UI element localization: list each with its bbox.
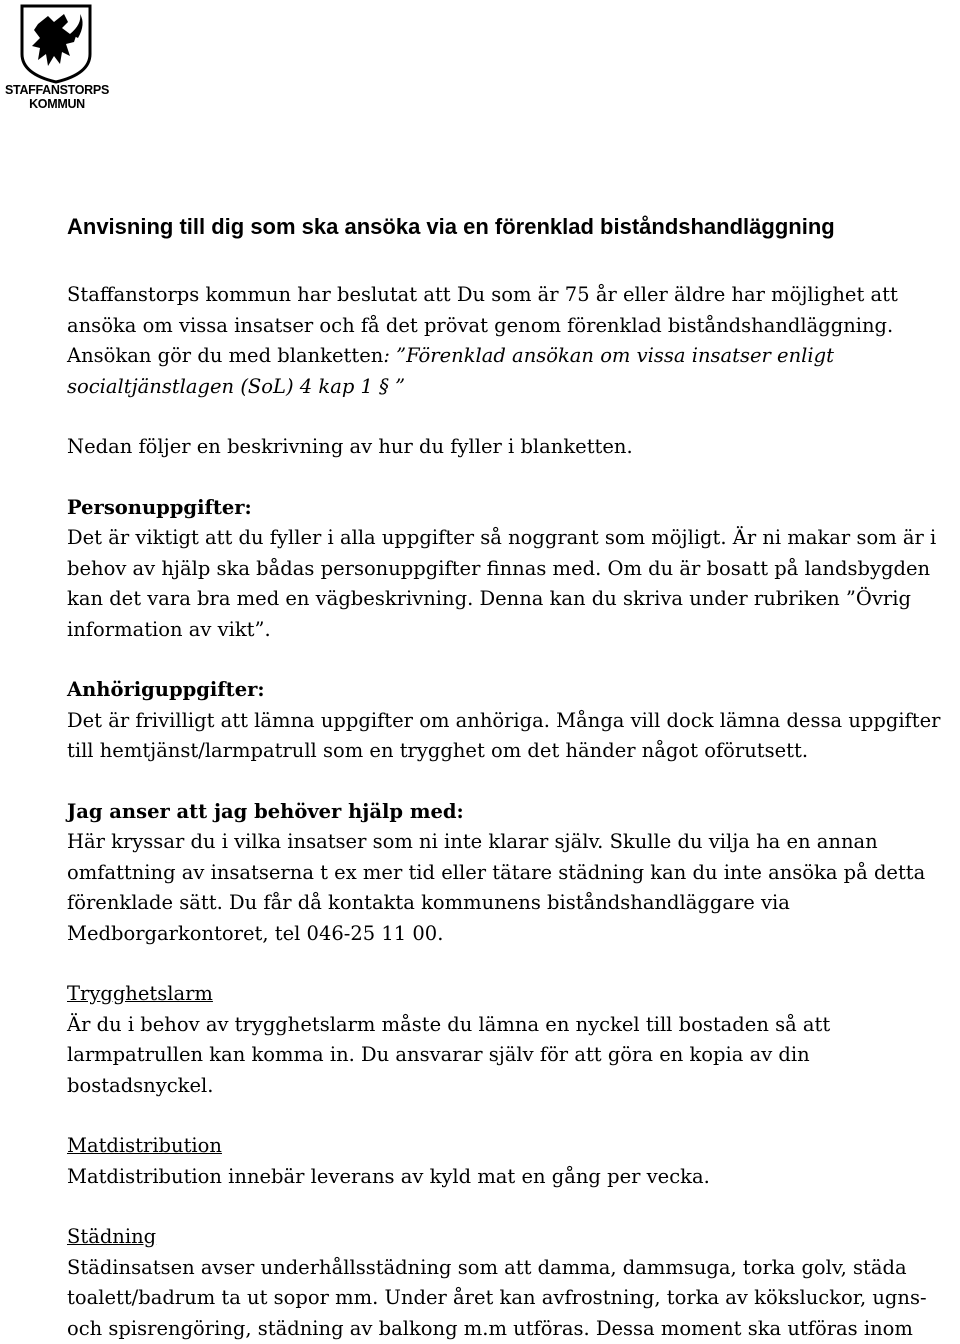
- intro-paragraph: [67, 280, 957, 402]
- logo-line1: STAFFANSTORPS: [0, 83, 114, 97]
- section-heading: Matdistribution: [67, 1131, 957, 1162]
- section-heading: Anhöriguppgifter:: [67, 675, 957, 706]
- intro-colon: :: [383, 344, 396, 367]
- section-relatives: [67, 675, 957, 767]
- section-body: Här kryssar du i vilka insatser som ni inte klarar själv. Skulle du vilja ha en annan omfattning av insatserna t ex mer tid eller tätare städning kan du inte ansöka på detta förenklade sätt. Du får då kontakta kommunens biståndshandläggare via Medborgarkontoret, tel 046-25 11 00.: [67, 827, 957, 949]
- lion-crest-icon: [20, 4, 92, 84]
- logo-line2: KOMMUN: [0, 97, 114, 111]
- intro-text: Staffanstorps kommun har beslutat att Du som är 75 år eller äldre har möjlighet att ansöka om vissa insatser och få det prövat genom förenklad biståndshandläggning. Ansökan gör du med blanketten: [67, 283, 898, 367]
- document-title: Anvisning till dig som ska ansöka via en förenklad biståndshandläggning: [67, 212, 957, 242]
- section-alarm: [67, 979, 957, 1101]
- section-body: Det är frivilligt att lämna uppgifter om anhöriga. Många vill dock lämna dessa uppgifter till hemtjänst/larmpatrull som en trygghet om det händer något oförutsett.: [67, 706, 957, 767]
- section-need-help: [67, 797, 957, 950]
- form-name: ”Förenklad ansökan om vissa insatser enligt socialtjänstlagen (SoL) 4 kap 1 § ”: [67, 344, 834, 398]
- section-heading: Jag anser att jag behöver hjälp med:: [67, 797, 957, 828]
- municipality-logo: [0, 0, 120, 120]
- section-food: [67, 1131, 957, 1192]
- section-personal: [67, 493, 957, 646]
- section-body: Matdistribution innebär leverans av kyld mat en gång per vecka.: [67, 1162, 957, 1193]
- section-heading: Städning: [67, 1222, 957, 1253]
- section-body: Städinsatsen avser underhållsstädning som att damma, dammsuga, torka golv, städa toalett/badrum ta ut sopor mm. Under året kan avfrostning, torka av köksluckor, ugns- och spisrengöring, städning av balkong m.m utföras. Dessa moment ska utföras inom: [67, 1253, 957, 1344]
- document-body: [67, 212, 957, 1344]
- section-cleaning: [67, 1222, 957, 1344]
- section-body: Är du i behov av trygghetslarm måste du lämna en nyckel till bostaden så att larmpatrullen kan komma in. Du ansvarar själv för att göra en kopia av din bostadsnyckel.: [67, 1010, 957, 1102]
- description-text: Nedan följer en beskrivning av hur du fyller i blanketten.: [67, 432, 957, 463]
- section-heading: Personuppgifter:: [67, 493, 957, 524]
- section-body: Det är viktigt att du fyller i alla uppgifter så noggrant som möjligt. Är ni makar som är i behov av hjälp ska bådas personuppgifter finnas med. Om du är bosatt på landsbygden kan det vara bra med en vägbeskrivning. Denna kan du skriva under rubriken ”Övrig information av vikt”.: [67, 523, 957, 645]
- section-heading: Trygghetslarm: [67, 979, 957, 1010]
